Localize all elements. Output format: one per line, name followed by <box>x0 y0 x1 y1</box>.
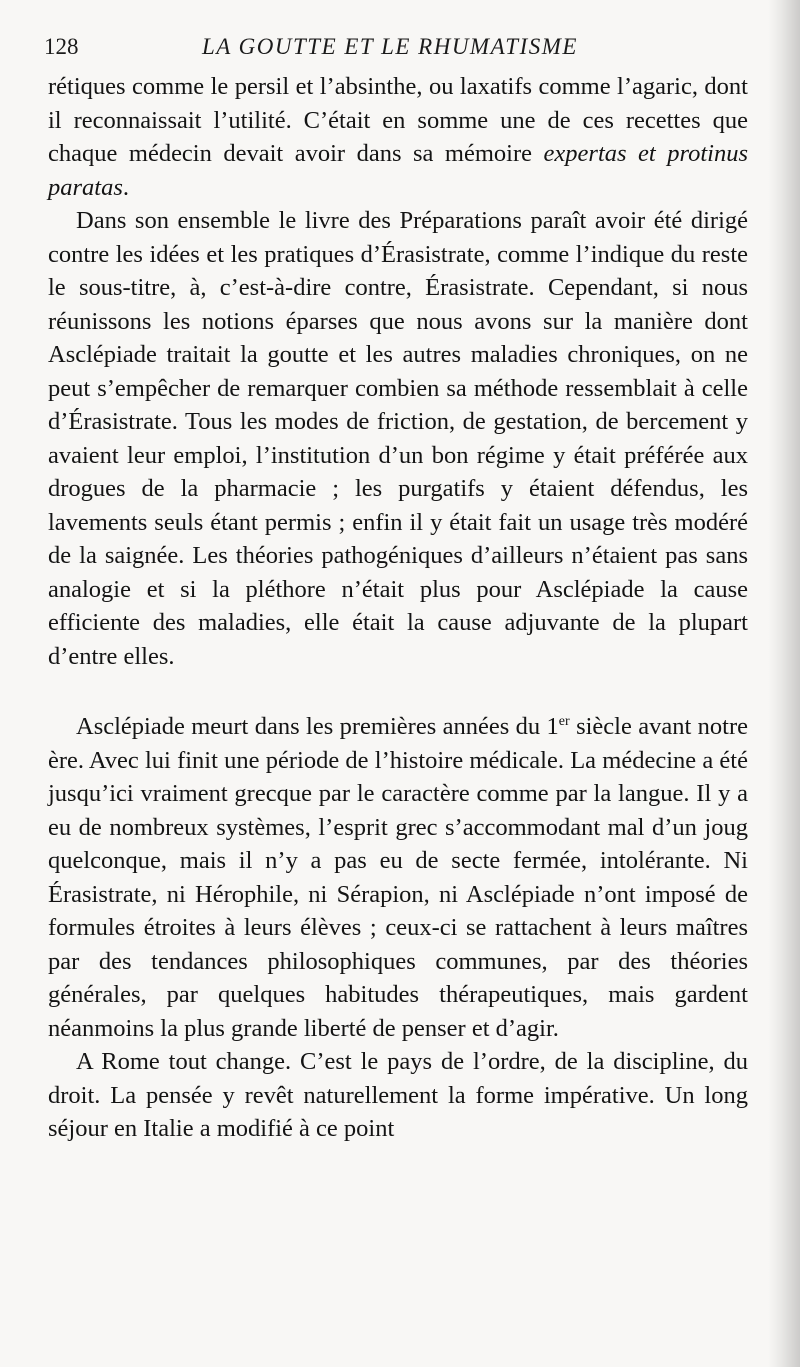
paragraph-3 <box>48 710 748 1045</box>
paragraph-1-text: rétiques comme le persil et l’absinthe, ou laxatifs comme l’agaric, dont il reconnaissait l’utilité. C’était en somme une de ces recettes que chaque médecin devait avoir dans sa mémoire <box>48 73 748 167</box>
latin-phrase: expertas et protinus paratas <box>48 140 749 201</box>
section-break <box>48 673 748 710</box>
paragraph-3-text: Asclépiade meurt dans les premières années du <box>76 713 547 740</box>
paragraph-4: A Rome tout change. C’est le pays de l’ordre, de la discipline, du droit. La pensée y revêt naturellement la forme impérative. Un long séjour en Italie a modifié à ce point <box>48 1048 748 1142</box>
page-number: 128 <box>44 34 79 59</box>
century-ordinal: 1 <box>546 713 559 740</box>
page-header <box>44 34 744 64</box>
paragraph-3-rest: siècle avant notre ère. Avec lui finit une période de l’histoire médicale. La médecine a été jusqu’ici vraiment grecque par le caractère comme par la langue. Il y a eu de nombreux systèmes, l’esprit grec s’accommodant mal d’un joug quelconque, mais il n’y a pas eu de secte fermée, intolérante. Ni Érasistrate, ni Hérophile, ni Sérapion, ni Asclépiade n’ont imposé de formules étroites à leurs élèves ; ceux-ci se rattachent à leurs maîtres par des tendances philosophiques communes, par des théories générales, par quelques habitudes thérapeutiques, mais gardent néanmoins la plus grande liberté de penser et d’agir. <box>48 713 749 1042</box>
running-title: LA GOUTTE ET LE RHUMATISME <box>202 34 578 59</box>
paragraph-2: Dans son ensemble le livre des Préparations paraît avoir été dirigé contre les idées et les pratiques d’Érasistrate, comme l’indique du reste le sous-titre, à, c’est-à-dire contre, Érasistrate. Cependant, si nous réunissons les notions éparses que nous avons sur la manière dont Asclépiade traitait la goutte et les autres maladies chroniques, on ne peut s’empêcher de remarquer combien sa méthode ressemblait à celle d’Érasistrate. Tous les modes de friction, de gestation, de bercement y avaient leur emploi, l’institution d’un bon régime y était préférée aux drogues de la pharmacie ; les purgatifs y étaient défendus, les lavements seuls étant permis ; enfin il y était fait un usage très modéré de la saignée. Les théories pathogéniques d’ailleurs n’étaient pas sans analogie et si la pléthore n’était plus pour Asclépiade la cause efficiente des maladies, elle était la cause adjuvante de la plupart d’entre elles. <box>48 207 748 670</box>
ordinal-suffix: er <box>558 713 570 729</box>
body-text <box>48 70 748 1146</box>
paragraph-1 <box>48 70 748 204</box>
page-gutter-shadow <box>768 0 800 1367</box>
paragraph-1-end: . <box>122 173 130 201</box>
